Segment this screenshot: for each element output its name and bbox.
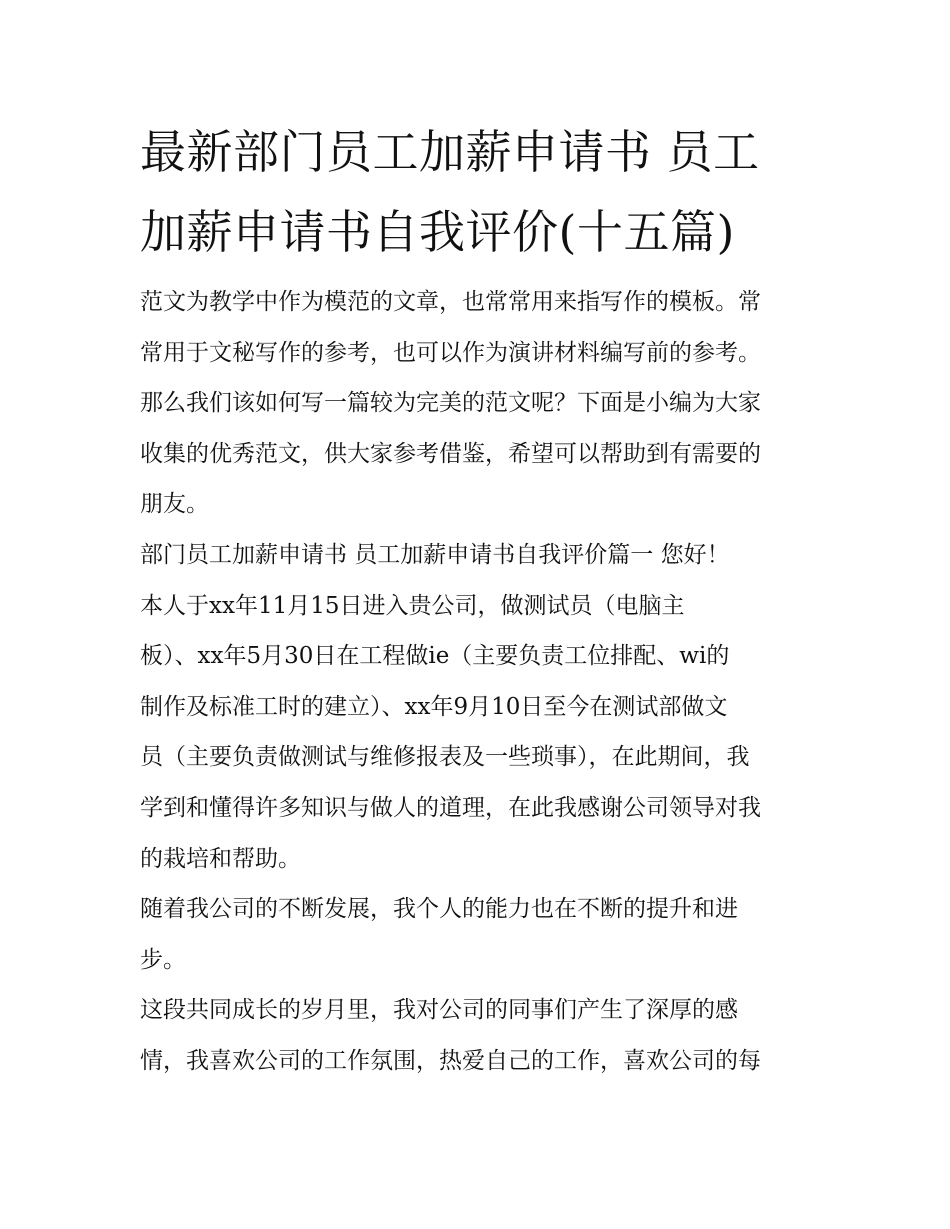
document-body [140, 277, 840, 1087]
body-line: 学到和懂得许多知识与做人的道理，在此我感谢公司领导对我 [140, 794, 761, 821]
body-line: 员（主要负责做测试与维修报表及一些琐事），在此期间，我 [140, 744, 750, 771]
document-title [140, 112, 820, 272]
body-line: 本人于xx年11月15日进入贵公司，做测试员（电脑主 [140, 592, 685, 619]
body-line: 的栽培和帮助。 [140, 845, 301, 872]
body-line: 部门员工加薪申请书 员工加薪申请书自我评价篇一 您好！ [140, 541, 730, 568]
body-line: 板）、xx年5月30日在工程做ie（主要负责工位排配、wi的 [140, 643, 730, 670]
body-line: 朋友。 [140, 491, 209, 518]
body-line: 收集的优秀范文，供大家参考借鉴，希望可以帮助到有需要的 [140, 440, 761, 467]
body-line: 范文为教学中作为模范的文章，也常常用来指写作的模板。常 [140, 289, 761, 315]
body-line: 那么我们该如何写一篇较为完美的范文呢？下面是小编为大家 [140, 390, 761, 417]
body-line: 情，我喜欢公司的工作氛围，热爱自己的工作，喜欢公司的每 [140, 1047, 761, 1074]
title-line: 最新部门员工加薪申请书 员工 [140, 125, 760, 179]
title-line: 加薪申请书自我评价(十五篇) [140, 205, 735, 259]
body-line: 步。 [140, 946, 186, 973]
body-line: 这段共同成长的岁月里，我对公司的同事们产生了深厚的感 [140, 997, 738, 1024]
body-line: 常用于文秘写作的参考，也可以作为演讲材料编写前的参考。 [140, 339, 761, 366]
body-line: 随着我公司的不断发展，我个人的能力也在不断的提升和进 [140, 896, 738, 923]
body-line: 制作及标准工时的建立）、xx年9月10日至今在测试部做文 [140, 693, 728, 720]
